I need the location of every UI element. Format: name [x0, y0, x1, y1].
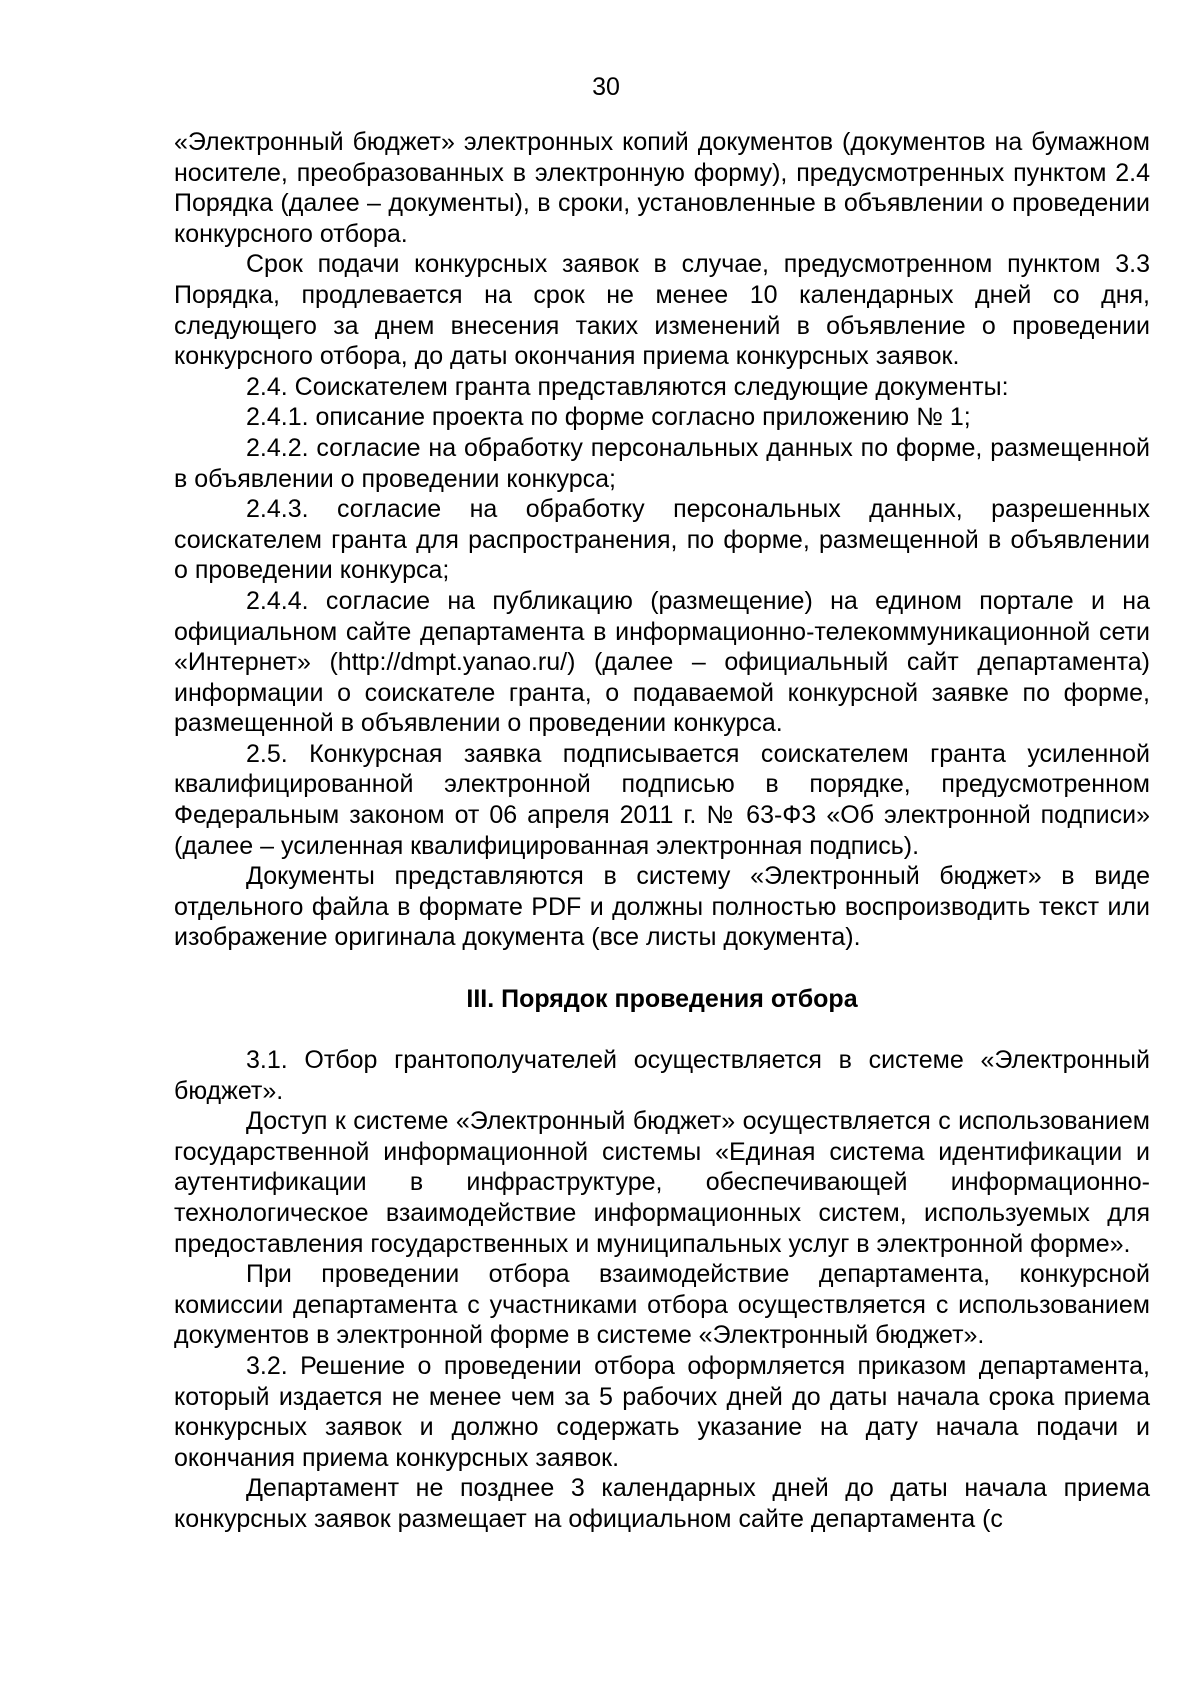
- page-number: 30: [592, 73, 620, 101]
- paragraph: 2.4.1. описание проекта по форме согласно приложению № 1;: [246, 403, 971, 432]
- paragraph: 3.2. Решение о проведении отбора оформляется приказом департамента, который издается не менее чем за 5 рабочих дней до даты начала срока приема конкурсных заявок и должно содержать указание на дату начала подачи и окончания приема конкурсных заявок.: [174, 1351, 1150, 1472]
- section-heading: III. Порядок проведения отбора: [466, 985, 858, 1014]
- paragraph: При проведении отбора взаимодействие департамента, конкурсной комиссии департамента с участниками отбора осуществляется с использованием документов в электронной форме в системе «Электронный бюджет».: [174, 1260, 1150, 1350]
- paragraph: «Электронный бюджет» электронных копий документов (документов на бумажном носителе, преобразованных в электронную форму), предусмотренных пунктом 2.4 Порядка (далее – документы), в сроки, установленные в объявлении о проведении конкурсного отбора.: [174, 128, 1150, 248]
- paragraph: 2.5. Конкурсная заявка подписывается соискателем гранта усиленной квалифицированной электронной подписью в порядке, предусмотренном Федеральным законом от 06 апреля 2011 г. № 63-ФЗ «Об электронной подписи» (далее – усиленная квалифицированная электронная подпись).: [174, 739, 1150, 860]
- paragraph: Срок подачи конкурсных заявок в случае, предусмотренном пунктом 3.3 Порядка, продлевается на срок не менее 10 календарных дней со дня, следующего за днем внесения таких изменений в объявление о проведении конкурсного отбора, до даты окончания приема конкурсных заявок.: [174, 250, 1150, 371]
- paragraph: Департамент не позднее 3 календарных дней до даты начала приема конкурсных заявок размещает на официальном сайте департамента (с: [174, 1474, 1150, 1533]
- paragraph: Документы представляются в систему «Электронный бюджет» в виде отдельного файла в формате PDF и должны полностью воспроизводить текст или изображение оригинала документа (все листы документа).: [174, 862, 1150, 952]
- document-body: [174, 127, 1150, 1535]
- paragraph: 2.4.3. согласие на обработку персональных данных, разрешенных соискателем гранта для распространения, по форме, размещенной в объявлении о проведении конкурса;: [174, 495, 1150, 585]
- paragraph: 3.1. Отбор грантополучателей осуществляется в системе «Электронный бюджет».: [174, 1046, 1150, 1105]
- paragraph: 2.4.2. согласие на обработку персональных данных по форме, размещенной в объявлении о проведении конкурса;: [174, 433, 1150, 493]
- section-2-continuation: [174, 127, 1150, 953]
- paragraph: 2.4. Соискателем гранта представляются следующие документы:: [246, 372, 1009, 401]
- paragraph: 2.4.4. согласие на публикацию (размещение) на едином портале и на официальном сайте департамента в информационно-телекоммуникационной сети «Интернет» (http://dmpt.yanao.ru/) (далее – официальный сайт департамента) информации о соискателе гранта, о подаваемой конкурсной заявке по форме, размещенной в объявлении о проведении конкурса.: [174, 586, 1150, 738]
- paragraph: Доступ к системе «Электронный бюджет» осуществляется с использованием государственной информационной системы «Единая система идентификации и аутентификации в инфраструктуре, обеспечивающей информационно-технологическое взаимодействие информационных систем, используемых для предоставления государственных и муниципальных услуг в электронной форме».: [174, 1107, 1150, 1258]
- section-3: [174, 1045, 1150, 1535]
